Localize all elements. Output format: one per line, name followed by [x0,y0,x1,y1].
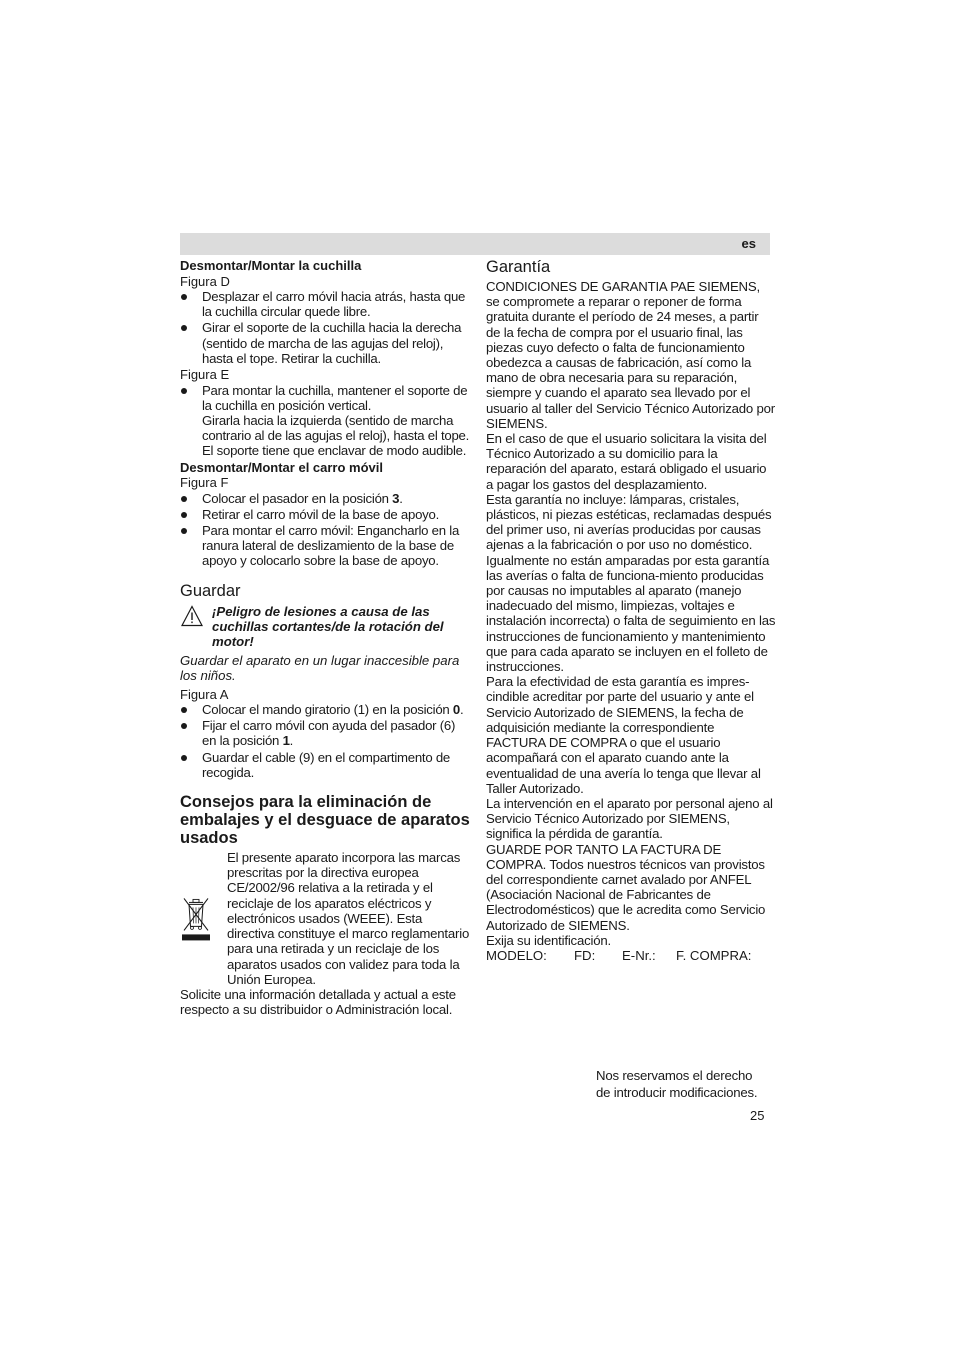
bullet-icon [181,496,187,502]
language-tag: es [741,236,756,251]
figure-label-d: Figura D [180,273,230,289]
weee-text: El presente aparato incorpora las marcas prescritas por la directiva europea CE/2002/96 relativa a la retirada y el reciclaje de los aparatos eléctricos y electrónicos usados (WEEE). Esta directiva constituye el marco reglamentario para una retirada y un reciclaje de los aparatos usados con validez para toda la Unión Europea. [227,850,470,987]
list-item: Desplazar el carro móvil hacia atrás, hasta que la cuchilla circular quede libre. [180,289,470,319]
bullet-icon [181,512,187,518]
right-column [486,258,776,963]
storage-note: Guardar el aparato en un lugar inaccesible para los niños. [180,653,460,684]
bullet-icon [181,755,187,761]
garantia-paragraph-5: La intervención en el aparato por personal ajeno al Servicio Técnico Autorizado por SIEMENS, significa la pérdida de garantía. [486,795,773,842]
list-item: Fijar el carro móvil con ayuda del pasador (6) en la posición 1. [180,718,470,748]
section-title-consejos: Consejos para la eliminación de embalajes y el desguace de aparatos usados [180,793,470,848]
list-item: Colocar el pasador en la posición 3. [180,491,470,506]
garantia-paragraph-7: Exija su identificación. [486,932,611,948]
warning-block [180,604,470,650]
bullet-list-figura-f [180,491,470,569]
list-item: Colocar el mando giratorio (1) en la posición 0. [180,702,470,717]
list-item: Retirar el carro móvil de la base de apoyo. [180,507,470,522]
section-title-carro: Desmontar/Montar el carro móvil [180,459,383,475]
weee-crossed-bin-icon [181,852,211,987]
bullet-icon [181,707,187,713]
reserve-notice: Nos reservamos el derecho de introducir modificaciones. [596,1068,758,1100]
weee-block [180,850,470,987]
warning-text: ¡Peligro de lesiones a causa de las cuchillas cortantes/de la rotación del motor! [212,603,444,649]
bullet-icon [181,388,187,394]
section-title-guardar: Guardar [180,581,241,600]
modelo-label: MODELO: [486,947,547,963]
header-bar [180,233,770,255]
garantia-paragraph-3: Esta garantía no incluye: lámparas, cristales, plásticos, ni piezas estéticas, reclamadas después del primer uso, ni averías producidas por causas ajenas a la fabricación o por uso no doméstico. Igualmente no están amparadas por esta garantía las averías o falta de funciona-miento producidas por causas no imputables al aparato (manejo inadecuado del mismo, limpiezas, voltajes e instalación incorrecta) o falta de seguimiento en las instrucciones de funcionamiento y mantenimiento que para cada aparato se incluyen en el folleto de instrucciones. [486,491,776,675]
garantia-paragraph-1: CONDICIONES DE GARANTIA PAE SIEMENS, se compromete a reparar o reponer de forma gratuita durante el período de 24 meses, a partir de la fecha de compra por el usuario final, las piezas cuyo defecto o falta de funcionamiento obedezca a causas de fabricación, así como la mano de obra necesaria para su reparación, siempre y cuando el aparato sea llevado por el usuario al taller del Servicio Técnico Autorizado por SIEMENS. [486,279,775,431]
bullet-icon [181,325,187,331]
warning-triangle-icon [181,605,203,627]
enr-label: E-Nr.: [622,947,656,963]
bullet-icon [181,294,187,300]
page-number: 25 [750,1108,765,1123]
fd-label: FD: [574,947,596,963]
garantia-paragraph-2: En el caso de que el usuario solicitara la visita del Técnico Autorizado a su domicilio para la reparación del aparato, estará obligado el usuario a pagar los gastos del desplazamiento. [486,431,767,492]
bullet-list-figura-d [180,289,470,366]
bullet-icon [181,528,187,534]
model-fields-row [486,948,776,963]
list-item: Guardar el cable (9) en el compartimento de recogida. [180,750,470,780]
consejos-closing: Solicite una información detallada y actual a este respecto a su distribuidor o Administración local. [180,986,456,1018]
fcompra-label: F. COMPRA: [676,947,752,963]
figure-label-a: Figura A [180,686,229,702]
bullet-list-figura-e [180,383,470,459]
list-item: Girar el soporte de la cuchilla hacia la derecha (sentido de marcha de las agujas del reloj), hasta el tope. Retirar la cuchilla. [180,320,470,366]
figure-label-e: Figura E [180,367,230,383]
garantia-paragraph-6: GUARDE POR TANTO LA FACTURA DE COMPRA. Todos nuestros técnicos van provistos del correspondiente carnet avalado por ANFEL (Asociación Nacional de Fabricantes de Electrodomésticos) que le acredita como Servicio Autorizado de SIEMENS. [486,841,766,933]
left-column [180,258,470,1017]
list-item: Para montar el carro móvil: Engancharlo en la ranura lateral de deslizamiento de la base de apoyo y colocarlo sobre la base de apoyo. [180,523,470,569]
section-title-cuchilla: Desmontar/Montar la cuchilla [180,258,362,273]
garantia-paragraph-4: Para la efectividad de esta garantía es impres-cindible acreditar por parte del usuario y ante el Servicio Autorizado de SIEMENS, la fecha de adquisición mediante la correspondiente FACTURA DE COMPRA o que el usuario acompañará con el aparato cuando ante la eventualidad de una avería lo tenga que llevar al Taller Autorizado. [486,674,761,796]
list-item: Para montar la cuchilla, mantener el soporte de la cuchilla en posición vertical. Girarla hacia la izquierda (sentido de marcha contrario al de las agujas el reloj), hasta el tope. El soporte tiene que enclavar de modo audible. [180,383,470,459]
bullet-list-figura-a [180,702,470,780]
figure-label-f: Figura F [180,475,229,491]
bullet-icon [181,723,187,729]
section-title-garantia: Garantía [486,258,551,276]
